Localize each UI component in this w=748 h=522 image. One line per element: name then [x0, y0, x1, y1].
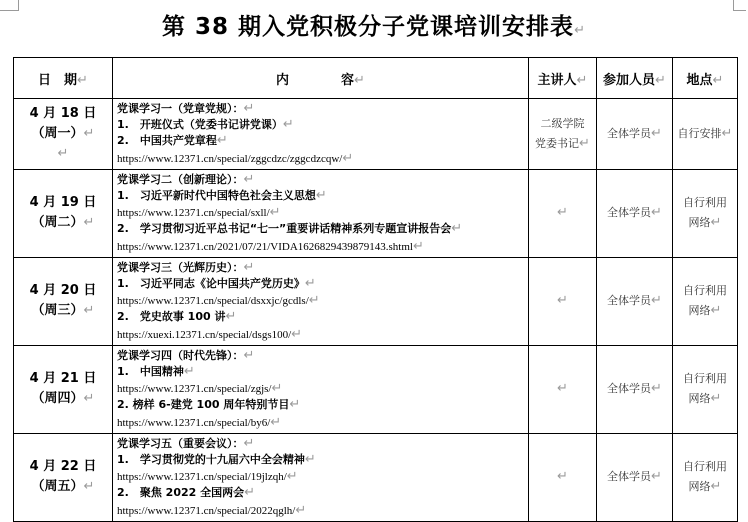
list-item: 1. 学习贯彻党的十九届六中全会精神↵ — [117, 452, 316, 468]
link-url[interactable]: https://www.12371.cn/special/19jlzqh/↵ — [117, 468, 298, 484]
speaker-text: ↵ — [557, 469, 568, 485]
date-cell — [14, 169, 113, 257]
page-title — [0, 10, 748, 48]
date-text: 4 月 21 日 — [29, 371, 97, 387]
list-item: 1. 习近平同志《论中国共产党历史》↵ — [117, 276, 316, 292]
link-url[interactable]: https://www.12371.cn/special/zggcdzc/zggcdzcqw/↵ — [117, 149, 354, 165]
location-cell — [673, 169, 738, 257]
section-title: 党课学习三（光辉历史）：↵ — [117, 259, 255, 275]
list-item: 1. 中国精神↵ — [117, 364, 195, 380]
table-row — [14, 99, 738, 170]
weekday-text: （周四）↵ — [31, 391, 95, 407]
speaker-cell — [529, 345, 597, 433]
link-url[interactable]: https://www.12371.cn/special/sxll/↵ — [117, 204, 281, 220]
location-text: 自行利用 — [683, 372, 727, 386]
participants-text: 全体学员↵ — [607, 469, 662, 485]
speaker-cell — [529, 433, 597, 521]
speaker-text: ↵ — [557, 293, 568, 309]
location-cell — [673, 99, 738, 170]
speaker-cell — [529, 169, 597, 257]
location-text: 网络↵ — [688, 303, 722, 319]
list-item: 2. 学习贯彻习近平总书记“七一”重要讲话精神系列专题宣讲报告会↵ — [117, 221, 463, 237]
content-cell — [113, 169, 529, 257]
location-text: 网络↵ — [688, 215, 722, 231]
list-item: 2. 榜样 6-建党 100 周年特别节目↵ — [117, 397, 301, 413]
participants-text: 全体学员↵ — [607, 205, 662, 221]
table-row — [14, 433, 738, 521]
schedule-table — [13, 57, 738, 522]
content-cell — [113, 99, 529, 170]
participants-cell — [597, 169, 673, 257]
speaker-text: 党委书记↵ — [535, 135, 590, 151]
date-cell — [14, 433, 113, 521]
speaker-cell — [529, 257, 597, 345]
paragraph-mark: ↵ — [57, 145, 69, 161]
participants-text: 全体学员↵ — [607, 293, 662, 309]
location-text: 自行安排↵ — [677, 125, 733, 141]
participants-cell — [597, 345, 673, 433]
speaker-cell — [529, 99, 597, 170]
content-cell — [113, 433, 529, 521]
date-cell — [14, 257, 113, 345]
speaker-text: ↵ — [557, 205, 568, 221]
location-text: 网络↵ — [688, 479, 722, 495]
header-date: 日 期↵ — [14, 58, 113, 99]
participants-cell — [597, 433, 673, 521]
participants-cell — [597, 257, 673, 345]
table-row — [14, 345, 738, 433]
speaker-text: 二级学院 — [540, 116, 585, 130]
header-location: 地点↵ — [673, 58, 738, 99]
paragraph-mark: ↵ — [574, 23, 586, 38]
participants-text: 全体学员↵ — [607, 125, 662, 141]
content-cell — [113, 345, 529, 433]
header-content: 内 容↵ — [113, 58, 529, 99]
weekday-text: （周二）↵ — [31, 215, 95, 231]
list-item: 2. 聚焦 2022 全国两会↵ — [117, 485, 256, 501]
section-title: 党课学习五（重要会议）：↵ — [117, 435, 255, 451]
participants-cell — [597, 99, 673, 170]
list-item: 2. 中国共产党章程↵ — [117, 133, 228, 149]
location-cell — [673, 257, 738, 345]
weekday-text: （周三）↵ — [31, 303, 95, 319]
weekday-text: （周五）↵ — [31, 479, 95, 495]
link-url[interactable]: https://www.12371.cn/special/by6/↵ — [117, 413, 282, 429]
date-text: 4 月 22 日 — [29, 459, 97, 475]
location-text: 自行利用 — [683, 284, 727, 298]
content-cell — [113, 257, 529, 345]
location-cell — [673, 433, 738, 521]
date-text: 4 月 20 日 — [29, 283, 97, 299]
list-item: 2. 党史故事 100 讲↵ — [117, 309, 237, 325]
participants-text: 全体学员↵ — [607, 381, 662, 397]
link-url[interactable]: https://www.12371.cn/special/2022qglh/↵ — [117, 501, 307, 517]
section-title: 党课学习四（时代先锋）：↵ — [117, 347, 255, 363]
title-text: 第 38 期入党积极分子党课培训安排表 — [162, 14, 575, 40]
location-text: 自行利用 — [683, 460, 727, 474]
list-item: 1. 习近平新时代中国特色社会主义思想↵ — [117, 188, 327, 204]
location-text: 自行利用 — [683, 196, 727, 210]
header-speaker: 主讲人↵ — [529, 58, 597, 99]
section-title: 党课学习二（创新理论）：↵ — [117, 171, 255, 187]
date-text: 4 月 19 日 — [29, 195, 97, 211]
speaker-text: ↵ — [557, 381, 568, 397]
location-text: 网络↵ — [688, 391, 722, 407]
date-cell — [14, 99, 113, 170]
list-item: 1. 开班仪式（党委书记讲党课）↵ — [117, 117, 294, 133]
location-cell — [673, 345, 738, 433]
section-title: 党课学习一（党章党规）：↵ — [117, 101, 255, 116]
link-url[interactable]: https://www.12371.cn/special/dsxxjc/gcdls/↵ — [117, 292, 320, 308]
link-url[interactable]: https://xuexi.12371.cn/special/dsgs100/↵ — [117, 325, 303, 341]
table-row — [14, 169, 738, 257]
link-url[interactable]: https://www.12371.cn/special/zgjs/↵ — [117, 380, 283, 396]
table-row — [14, 257, 738, 345]
date-cell — [14, 345, 113, 433]
weekday-text: （周一）↵ — [31, 125, 95, 141]
date-text: 4 月 18 日 — [29, 105, 97, 121]
link-url[interactable]: https://www.12371.cn/2021/07/21/VIDA1626829439879143.shtml↵ — [117, 237, 424, 253]
header-row — [14, 58, 738, 99]
header-participants: 参加人员↵ — [597, 58, 673, 99]
